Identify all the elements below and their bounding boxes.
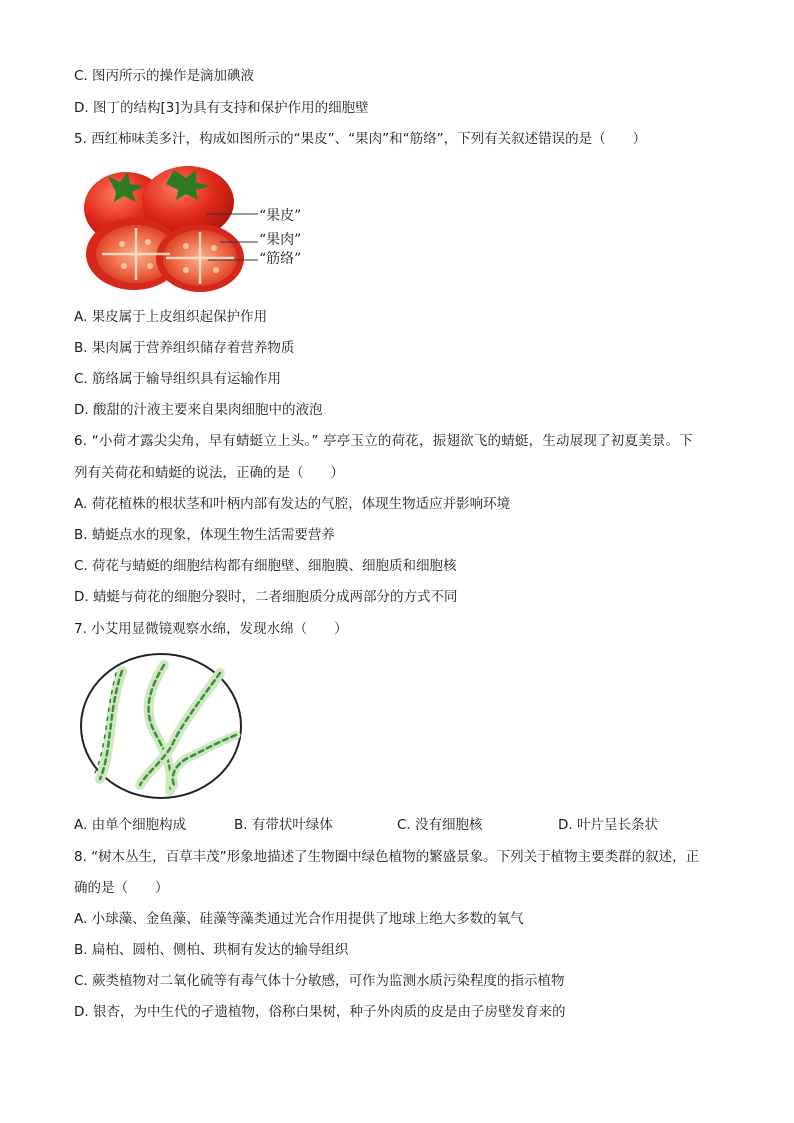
tomato-figure — [78, 162, 318, 294]
q7-options-row — [74, 816, 714, 834]
q6-option-d: D. 蜻蜓与荷花的细胞分裂时，二者细胞质分成两部分的方式不同 — [74, 589, 458, 605]
q6-option-b: B. 蜻蜓点水的现象，体现生物生活需要营养 — [74, 527, 335, 543]
spirogyra-microscope-figure — [78, 651, 246, 801]
q5-stem: 5. 西红柿味美多汁，构成如图所示的“果皮”、“果肉”和“筋络”，下列有关叙述错误的是（ ） — [74, 131, 647, 147]
q7-stem: 7. 小艾用显微镜观察水绵，发现水绵（ ） — [74, 621, 348, 637]
q4-option-c: C. 图丙所示的操作是滴加碘液 — [74, 68, 255, 84]
q6-option-c: C. 荷花与蜻蜓的细胞结构都有细胞壁、细胞膜、细胞质和细胞核 — [74, 558, 457, 574]
q5-option-b: B. 果肉属于营养组织储存着营养物质 — [74, 340, 295, 356]
q7-option-c: C. 没有细胞核 — [397, 817, 483, 833]
q5-option-c: C. 筋络属于输导组织具有运输作用 — [74, 371, 282, 387]
q8-option-b: B. 扁柏、圆柏、侧柏、珙桐有发达的输导组织 — [74, 942, 349, 958]
q7-option-a: A. 由单个细胞构成 — [74, 817, 187, 833]
q7-option-b: B. 有带状叶绿体 — [234, 817, 333, 833]
q8-option-c: C. 蕨类植物对二氧化硫等有毒气体十分敏感，可作为监测水质污染程度的指示植物 — [74, 973, 565, 989]
q8-stem-line-1: 8. “树木丛生，百草丰茂”形象地描述了生物圈中绿色植物的繁盛景象。下列关于植物主要类群的叙述，正 — [74, 849, 700, 865]
q6-stem-line-2: 列有关荷花和蜻蜓的说法，正确的是（ ） — [74, 465, 344, 481]
q6-stem-line-1: 6. “小荷才露尖尖角，早有蜻蜓立上头。” 亭亭玉立的荷花，振翅欲飞的蜻蜓，生动展现了初夏美景。下 — [74, 433, 693, 449]
q6-option-a: A. 荷花植株的根状茎和叶柄内部有发达的气腔，体现生物适应并影响环境 — [74, 496, 511, 512]
label-flesh: “果肉” — [259, 232, 302, 248]
q5-option-d: D. 酸甜的汁液主要来自果肉细胞中的液泡 — [74, 402, 323, 418]
q7-option-d: D. 叶片呈长条状 — [558, 817, 658, 833]
q8-option-a: A. 小球藻、金鱼藻、硅藻等藻类通过光合作用提供了地球上绝大多数的氧气 — [74, 911, 524, 927]
q8-option-d: D. 银杏，为中生代的孑遗植物，俗称白果树，种子外肉质的皮是由子房壁发育来的 — [74, 1004, 566, 1020]
label-veins: “筋络” — [259, 251, 302, 267]
label-peel: “果皮” — [259, 208, 302, 224]
q4-option-d: D. 图丁的结构[3]为具有支持和保护作用的细胞壁 — [74, 100, 369, 116]
q5-option-a: A. 果皮属于上皮组织起保护作用 — [74, 309, 268, 325]
q8-stem-line-2: 确的是（ ） — [74, 880, 169, 896]
